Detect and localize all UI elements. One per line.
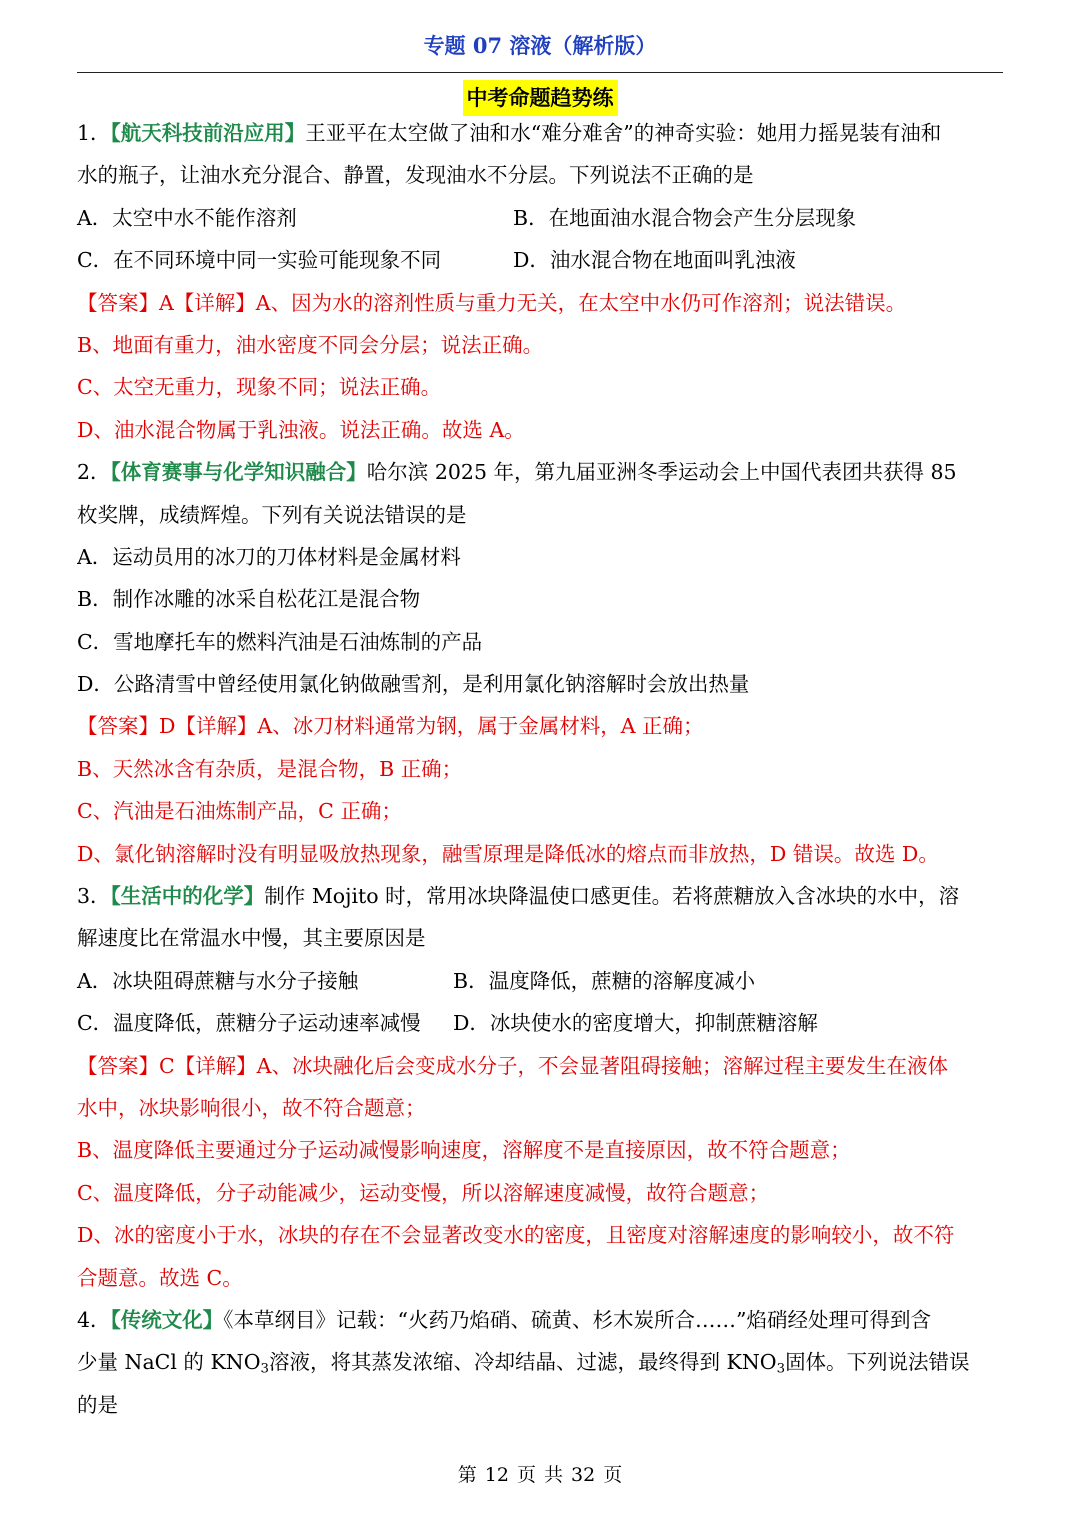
q2-option-a: A．运动员用的冰刀的刀体材料是金属材料 <box>77 544 461 569</box>
q1-stem-line2: 水的瓶子，让油水充分混合、静置，发现油水不分层。下列说法不正确的是 <box>77 163 754 188</box>
q1-option-d: D．油水混合物在地面叫乳浊液 <box>513 248 796 273</box>
q2-option-c: C．雪地摩托车的燃料汽油是石油炼制的产品 <box>77 629 483 654</box>
q2-stem-line2: 枚奖牌，成绩辉煌。下列有关说法错误的是 <box>77 502 467 527</box>
q4-number: 4． <box>77 1307 111 1332</box>
q4-stem-line2 <box>77 1341 1005 1383</box>
q3-answer-line5: D、冰的密度小于水，冰块的存在不会显著改变水的密度，且密度对溶解速度的影响较小，故不符 <box>77 1223 955 1248</box>
q3-stem-line2: 解速度比在常温水中慢，其主要原因是 <box>77 926 426 951</box>
q4-stem-text1: 《本草纲目》记载：“火药乃焰硝、硫黄、杉木炭所合……”焰硝经处理可得到含 <box>223 1307 932 1332</box>
q4-subscript-1: 3 <box>260 1361 269 1377</box>
q3-option-d: D．冰块使水的密度增大，抑制蔗糖溶解 <box>453 1011 818 1036</box>
q2-tag: 【体育赛事与化学知识融合】 <box>110 460 367 485</box>
q3-options-row1 <box>77 960 1005 1002</box>
q3-options-row2 <box>77 1002 1005 1044</box>
q1-number: 1． <box>77 121 111 145</box>
q3-stem-text1: 制作 Mojito 时，常用冰块降温使口感更佳。若将蔗糖放入含冰块的水中，溶 <box>264 884 960 909</box>
q1-answer-line2: B、地面有重力，油水密度不同会分层；说法正确。 <box>77 332 544 357</box>
q3-answer-line2: 水中，冰块影响很小，故不符合题意； <box>77 1095 426 1120</box>
q2-stem-line1 <box>77 451 1005 493</box>
header-divider <box>77 72 1003 73</box>
q2-answer-line3: C、汽油是石油炼制产品，C 正确； <box>77 799 402 824</box>
q3-stem-line1 <box>77 875 1005 917</box>
q1-answer-line1: 【答案】A【详解】A、因为水的溶剂性质与重力无关，在太空中水仍可作溶剂；说法错误。 <box>77 290 907 315</box>
q2-option-b: B．制作冰雕的冰采自松花江是混合物 <box>77 587 421 612</box>
q3-answer-line4: C、温度降低，分子动能减少，运动变慢，所以溶解速度减慢，故符合题意； <box>77 1180 770 1205</box>
q3-tag: 【生活中的化学】 <box>110 884 265 909</box>
q2-answer-line4: D、氯化钠溶解时没有明显吸放热现象，融雪原理是降低冰的熔点而非放热，D 错误。故选 D。 <box>77 841 939 866</box>
q2-stem-text1: 哈尔滨 2025 年，第九届亚洲冬季运动会上中国代表团共获得 85 <box>366 460 957 485</box>
section-title-wrap <box>0 80 1080 116</box>
q1-options-row2 <box>77 239 1005 281</box>
q1-option-a: A．太空中水不能作溶剂 <box>77 205 297 230</box>
q2-option-d: D．公路清雪中曾经使用氯化钠做融雪剂，是利用氯化钠溶解时会放出热量 <box>77 672 750 697</box>
q2-number: 2． <box>77 460 111 485</box>
q3-answer-line1: 【答案】C【详解】A、冰块融化后会变成水分子，不会显著阻碍接触；溶解过程主要发生在液体 <box>77 1053 948 1078</box>
q3-option-c: C．温度降低，蔗糖分子运动速率减慢 <box>77 1011 421 1036</box>
page-footer: 第 12 页 共 32 页 <box>457 1464 623 1486</box>
q1-stem-text1: 王亚平在太空做了油和水“难分难舍”的神奇实验：她用力摇晃装有油和 <box>305 121 942 145</box>
q1-stem-line1 <box>77 112 1005 154</box>
q3-option-a: A．冰块阻碍蔗糖与水分子接触 <box>77 968 359 993</box>
q1-option-b: B．在地面油水混合物会产生分层现象 <box>513 205 857 230</box>
q2-answer-line1: 【答案】D【详解】A、冰刀材料通常为钢，属于金属材料，A 正确； <box>77 714 704 739</box>
q4-stem-text2a: 少量 NaCl 的 KNO <box>77 1350 261 1375</box>
q4-tag: 【传统文化】 <box>110 1307 224 1332</box>
q1-tag: 【航天科技前沿应用】 <box>110 121 306 145</box>
q1-option-c: C．在不同环境中同一实验可能现象不同 <box>77 248 442 273</box>
q2-answer-line2: B、天然冰含有杂质，是混合物，B 正确； <box>77 756 463 781</box>
document-body <box>77 112 1005 1426</box>
q4-stem-text2b: 溶液，将其蒸发浓缩、冷却结晶、过滤，最终得到 KNO <box>269 1350 777 1375</box>
document-header-title: 专题 07 溶液（解析版） <box>423 33 657 58</box>
q4-stem-text2c: 固体。下列说法错误 <box>785 1350 970 1375</box>
q3-answer-line3: B、温度降低主要通过分子运动减慢影响速度，溶解度不是直接原因，故不符合题意； <box>77 1138 851 1163</box>
q3-number: 3． <box>77 884 111 909</box>
q4-stem-line3: 的是 <box>77 1392 118 1417</box>
q4-subscript-2: 3 <box>776 1361 786 1377</box>
q3-option-b: B．温度降低，蔗糖的溶解度减小 <box>453 968 756 993</box>
section-title: 中考命题趋势练 <box>463 80 618 116</box>
q4-stem-line1 <box>77 1299 1005 1341</box>
q1-answer-line4: D、油水混合物属于乳浊液。说法正确。故选 A。 <box>77 417 525 442</box>
q1-options-row1 <box>77 197 1005 239</box>
q1-answer-line3: C、太空无重力，现象不同；说法正确。 <box>77 375 442 400</box>
q3-answer-line6: 合题意。故选 C。 <box>77 1265 243 1290</box>
